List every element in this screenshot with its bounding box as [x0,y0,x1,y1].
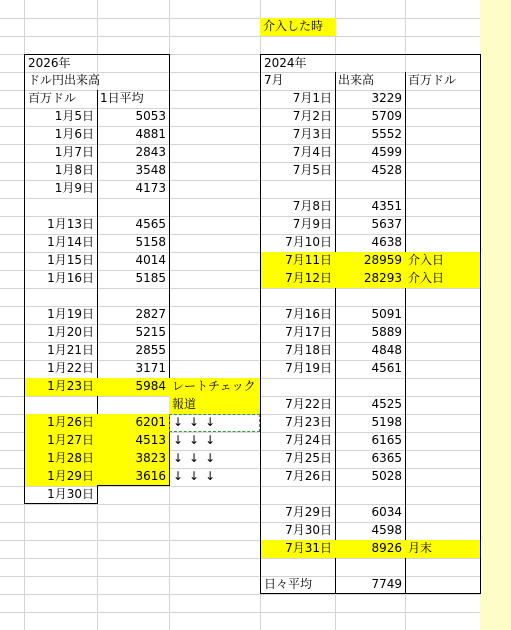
right-date-cell[interactable] [260,288,336,306]
left-date-cell[interactable]: 1月23日 [24,378,98,396]
right-value-cell[interactable] [335,180,406,198]
left-date-cell[interactable]: 1月6日 [24,126,98,144]
right-note-cell[interactable] [405,162,481,180]
right-header-month[interactable]: 7月 [260,72,336,90]
right-note-cell[interactable] [405,486,481,504]
left-date-cell[interactable]: 1月13日 [24,216,98,234]
left-value-cell[interactable]: 4565 [97,216,170,234]
right-date-cell[interactable] [260,486,336,504]
right-note-cell[interactable] [405,234,481,252]
right-value-cell[interactable]: 5637 [335,216,406,234]
left-date-cell[interactable]: 1月9日 [24,180,98,198]
right-note-cell[interactable] [405,522,481,540]
right-value-cell[interactable]: 5091 [335,306,406,324]
left-note-cell[interactable]: 報道 [169,396,261,414]
right-note-cell[interactable] [405,504,481,522]
left-date-cell[interactable]: 1月7日 [24,144,98,162]
right-note-cell[interactable] [405,396,481,414]
left-note-cell[interactable]: ↓↓↓ [173,451,222,465]
left-date-cell[interactable] [24,288,98,306]
left-date-cell[interactable]: 1月30日 [24,486,98,504]
right-note-cell[interactable] [405,324,481,342]
right-note-cell[interactable] [405,360,481,378]
right-note-cell[interactable] [405,180,481,198]
right-date-cell[interactable]: 7月17日 [260,324,336,342]
left-date-cell[interactable]: 1月16日 [24,270,98,288]
right-date-cell[interactable]: 7月30日 [260,522,336,540]
right-header-unit[interactable]: 百万ドル [405,72,481,90]
right-value-cell[interactable]: 5028 [335,468,406,486]
right-value-cell[interactable]: 5709 [335,108,406,126]
left-date-cell[interactable]: 1月21日 [24,342,98,360]
right-date-cell[interactable]: 7月5日 [260,162,336,180]
left-value-cell[interactable]: 3548 [97,162,170,180]
right-value-cell[interactable]: 4561 [335,360,406,378]
right-value-cell[interactable]: 6034 [335,504,406,522]
right-date-cell[interactable]: 7月24日 [260,432,336,450]
right-value-cell[interactable]: 4528 [335,162,406,180]
left-value-cell[interactable]: 3616 [97,468,170,486]
left-date-cell[interactable]: 1月29日 [24,468,98,486]
right-note-cell[interactable] [405,216,481,234]
left-value-cell[interactable] [97,396,170,414]
right-date-cell[interactable] [260,180,336,198]
right-note-cell[interactable] [405,558,481,576]
right-year[interactable]: 2024年 [260,54,481,72]
left-value-cell[interactable] [97,288,170,306]
right-value-cell[interactable]: 4525 [335,396,406,414]
left-date-cell[interactable]: 1月26日 [24,414,98,432]
left-note-cell[interactable]: ↓↓↓ [173,415,222,429]
left-value-cell[interactable]: 5185 [97,270,170,288]
left-note-cell[interactable]: ↓↓↓ [173,433,222,447]
right-date-cell[interactable]: 7月31日 [260,540,336,558]
right-value-cell[interactable]: 5198 [335,414,406,432]
right-note-cell[interactable]: 介入日 [405,252,481,270]
right-note-cell[interactable] [405,432,481,450]
selected-column-band [480,0,511,630]
left-date-cell[interactable]: 1月20日 [24,324,98,342]
right-value-cell[interactable]: 5889 [335,324,406,342]
right-value-cell[interactable] [335,288,406,306]
left-value-cell[interactable]: 5215 [97,324,170,342]
right-date-cell[interactable]: 7月18日 [260,342,336,360]
left-value-cell[interactable]: 4513 [97,432,170,450]
right-date-cell[interactable]: 7月22日 [260,396,336,414]
right-date-cell[interactable]: 7月10日 [260,234,336,252]
left-year[interactable]: 2026年 [24,54,170,72]
left-date-cell[interactable]: 1月19日 [24,306,98,324]
right-value-cell[interactable]: 5552 [335,126,406,144]
right-note-cell[interactable] [405,126,481,144]
right-date-cell[interactable]: 7月26日 [260,468,336,486]
right-date-cell[interactable]: 7月1日 [260,90,336,108]
right-date-cell[interactable]: 7月8日 [260,198,336,216]
right-value-cell[interactable]: 8926 [335,540,406,558]
right-value-cell[interactable]: 4638 [335,234,406,252]
right-date-cell[interactable]: 7月11日 [260,252,336,270]
left-date-cell[interactable] [24,396,98,414]
left-value-cell[interactable]: 2855 [97,342,170,360]
right-date-cell[interactable]: 7月16日 [260,306,336,324]
right-value-cell[interactable]: 6165 [335,432,406,450]
right-note-cell[interactable] [405,144,481,162]
right-note-cell[interactable] [405,108,481,126]
left-header-unit[interactable]: 百万ドル [24,90,98,108]
right-value-cell[interactable] [335,378,406,396]
left-note-cell[interactable]: レートチェック [169,378,261,396]
right-value-cell[interactable]: 7749 [335,576,406,594]
right-value-cell[interactable] [335,486,406,504]
left-subtitle[interactable]: ドル円出来高 [24,72,170,90]
left-value-cell[interactable]: 6201 [97,414,170,432]
right-note-cell[interactable] [405,288,481,306]
left-date-cell[interactable]: 1月14日 [24,234,98,252]
left-value-cell[interactable]: 2843 [97,144,170,162]
right-date-cell[interactable]: 7月19日 [260,360,336,378]
right-note-cell[interactable]: 月末 [405,540,481,558]
left-value-cell[interactable]: 5053 [97,108,170,126]
right-value-cell[interactable] [335,558,406,576]
sheet-title[interactable]: 介入した時 [260,18,336,36]
right-note-cell[interactable] [405,576,481,594]
right-note-cell[interactable] [405,198,481,216]
right-note-cell[interactable] [405,414,481,432]
left-value-cell[interactable]: 4173 [97,180,170,198]
left-value-cell[interactable]: 2827 [97,306,170,324]
left-date-cell[interactable]: 1月22日 [24,360,98,378]
right-date-cell[interactable]: 7月3日 [260,126,336,144]
right-date-cell[interactable]: 7月29日 [260,504,336,522]
left-value-cell[interactable]: 3171 [97,360,170,378]
right-date-cell[interactable]: 日々平均 [260,576,336,594]
left-value-cell[interactable]: 3823 [97,450,170,468]
left-date-cell[interactable] [24,198,98,216]
right-note-cell[interactable]: 介入日 [405,270,481,288]
right-note-cell[interactable] [405,306,481,324]
right-date-cell[interactable]: 7月25日 [260,450,336,468]
left-value-cell[interactable]: 4881 [97,126,170,144]
right-value-cell[interactable]: 4848 [335,342,406,360]
left-date-cell[interactable]: 1月15日 [24,252,98,270]
right-value-cell[interactable]: 28959 [335,252,406,270]
right-value-cell[interactable]: 3229 [335,90,406,108]
right-note-cell[interactable] [405,90,481,108]
right-value-cell[interactable]: 4598 [335,522,406,540]
right-date-cell[interactable] [260,558,336,576]
right-date-cell[interactable]: 7月12日 [260,270,336,288]
copy-selection-marquee [169,414,260,432]
right-value-cell[interactable]: 28293 [335,270,406,288]
left-date-cell[interactable]: 1月27日 [24,432,98,450]
left-date-cell[interactable]: 1月8日 [24,162,98,180]
left-value-cell[interactable] [97,198,170,216]
left-date-cell[interactable]: 1月28日 [24,450,98,468]
right-note-cell[interactable] [405,342,481,360]
right-note-cell[interactable] [405,378,481,396]
left-value-cell[interactable]: 4014 [97,252,170,270]
right-header-volume[interactable]: 出来高 [335,72,406,90]
left-note-cell[interactable]: ↓↓↓ [173,469,222,483]
left-header-average[interactable]: 1日平均 [97,90,170,108]
right-date-cell[interactable] [260,378,336,396]
right-note-cell[interactable] [405,450,481,468]
left-value-cell[interactable]: 5158 [97,234,170,252]
right-value-cell[interactable]: 4351 [335,198,406,216]
right-value-cell[interactable]: 4599 [335,144,406,162]
right-note-cell[interactable] [405,468,481,486]
left-date-cell[interactable]: 1月5日 [24,108,98,126]
right-date-cell[interactable]: 7月23日 [260,414,336,432]
left-value-cell[interactable]: 5984 [97,378,170,396]
right-date-cell[interactable]: 7月2日 [260,108,336,126]
right-date-cell[interactable]: 7月4日 [260,144,336,162]
right-value-cell[interactable]: 6365 [335,450,406,468]
right-date-cell[interactable]: 7月9日 [260,216,336,234]
